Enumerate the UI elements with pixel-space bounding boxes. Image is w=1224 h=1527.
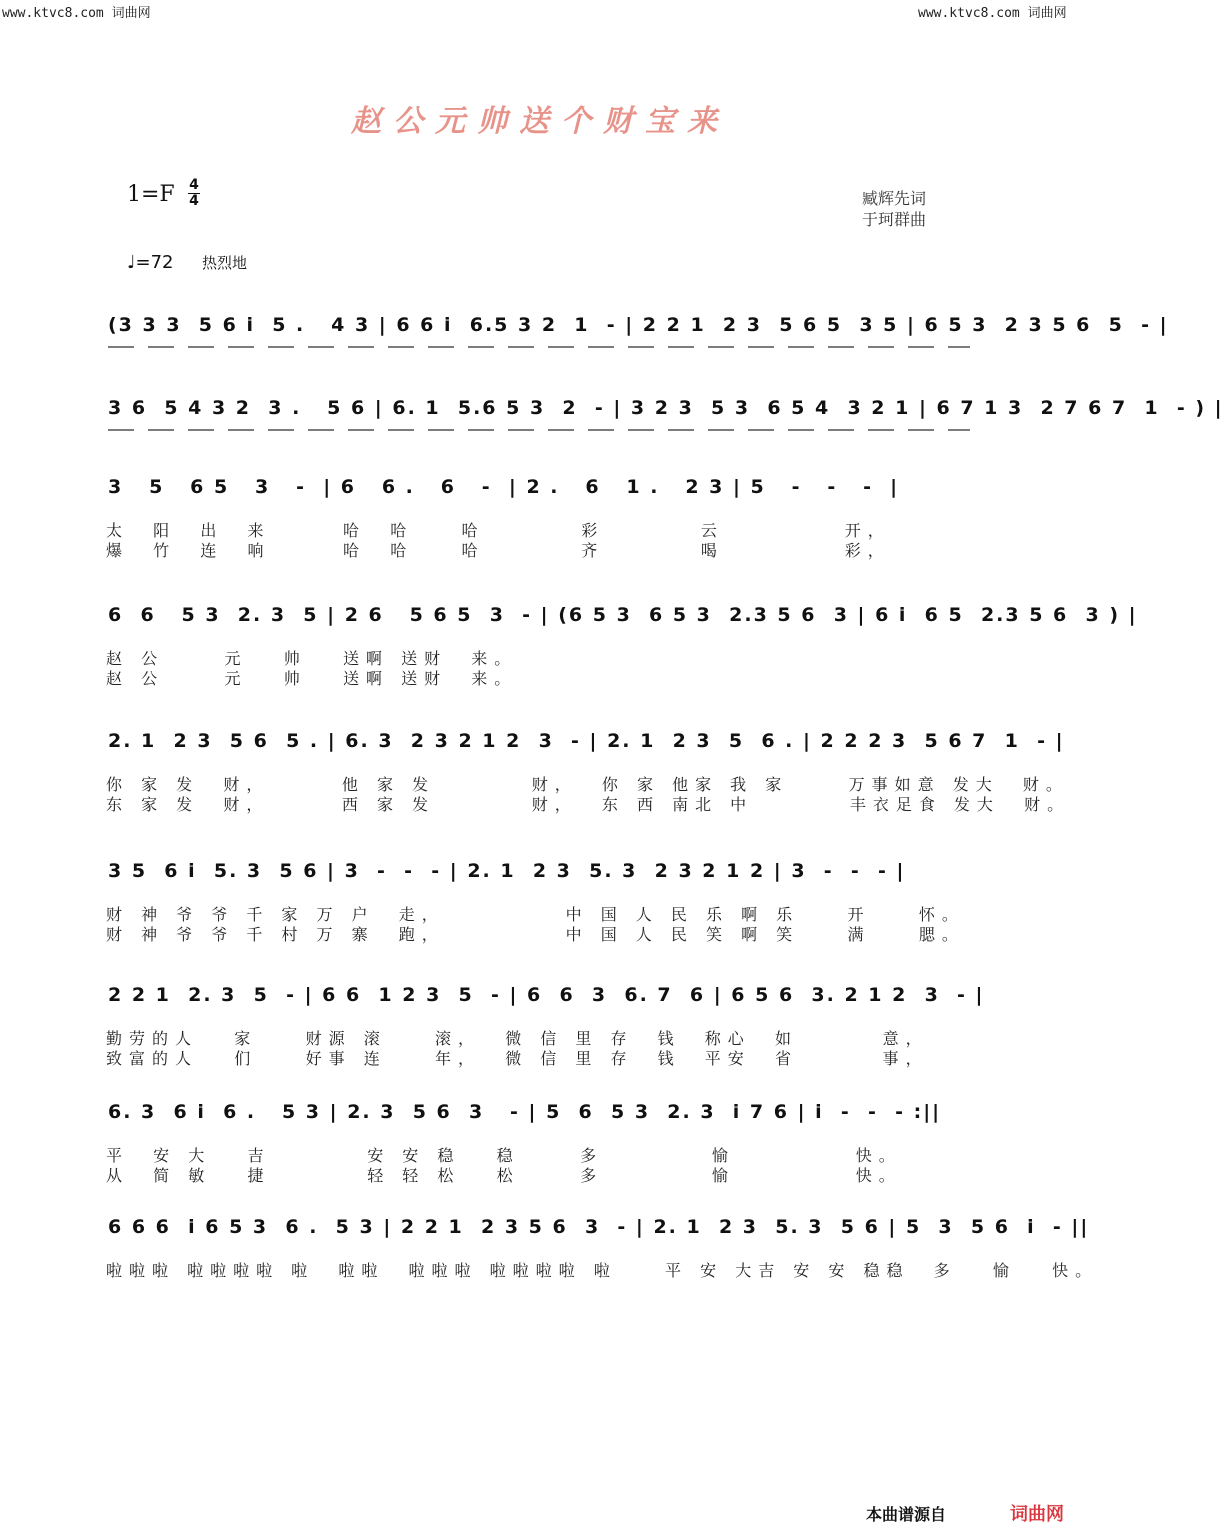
footer-brand-link[interactable]: 词曲网	[1010, 1504, 1064, 1525]
tempo-mood: 热烈地	[201, 254, 247, 272]
watermark-left: www.ktvc8.com 词曲网	[2, 6, 151, 21]
score-system-3	[0, 476, 1080, 576]
footer-source-text: 本曲谱源自	[866, 1505, 947, 1524]
song-title: 赵公元帅送个财宝来	[351, 104, 729, 139]
beam-lines	[108, 346, 970, 348]
lyrics-verse-2: 爆 竹 连 响 哈 哈 哈 齐 喝 彩，	[106, 541, 891, 560]
time-signature-bottom: 4	[189, 193, 199, 209]
lyrics-verse-1: 啦啦啦 啦啦啦啦 啦 啦啦 啦啦啦 啦啦啦啦 啦 平 安 大吉 安 安 稳稳 多 愉 快。	[106, 1261, 1099, 1280]
tempo-value: ♩=72	[127, 252, 174, 273]
lyrics-verse-2: 从 简 敏 捷 轻 轻 松 松 多 愉 快。	[106, 1166, 902, 1185]
lyrics-verse-2: 东 家 发 财， 西 家 发 财， 东 西 南北 中 丰衣足食 发大 财。	[106, 795, 1071, 814]
lyrics-verse-1: 太 阳 出 来 哈 哈 哈 彩 云 开，	[106, 521, 891, 540]
lyrics-verse-1: 你 家 发 财， 他 家 发 财， 你 家 他家 我 家 万事如意 发大 财。	[106, 775, 1069, 794]
notation-line: 3 5 6 5 3 - | 6 6 . 6 - | 2 . 6 1 . 2 3 | 5 - - - |	[108, 476, 900, 498]
key-signature: 1=F	[127, 182, 175, 207]
notation-line: 2. 1 2 3 5 6 5 . | 6. 3 2 3 2 1 2 3 - | 2. 1 2 3 5 6 . | 2 2 2 3 5 6 7 1 - |	[108, 730, 1065, 752]
time-signature-top: 4	[189, 177, 199, 193]
credits	[862, 188, 926, 230]
lyrics-verse-2: 赵 公 元 帅 送啊 送财 来。	[106, 669, 518, 688]
lyrics-verse-1: 勤劳的人 家 财源 滚 滚， 微 信 里 存 钱 称心 如 意，	[106, 1029, 929, 1048]
lyrics-verse-2: 财 神 爷 爷 千 村 万 寨 跑， 中 国 人 民 笑 啊 笑 满 腮。	[106, 925, 965, 944]
lyrics-verse-2: 致富的人 们 好事 连 年， 微 信 里 存 钱 平安 省 事，	[106, 1049, 929, 1068]
score-system-6	[0, 860, 1080, 960]
notation-line: 2 2 1 2. 3 5 - | 6 6 1 2 3 5 - | 6 6 3 6. 7 6 | 6 5 6 3. 2 1 2 3 - |	[108, 984, 985, 1006]
score-system-7	[0, 984, 1080, 1084]
notation-line: (3 3 3 5 6 i 5 . 4 3 | 6 6 i 6.5 3 2 1 - | 2 2 1 2 3 5 6 5 3 5 | 6 5 3 2 3 5 6 5 - |	[108, 314, 1169, 336]
score-system-5	[0, 730, 1080, 830]
notation-line: 6 6 6 i 6 5 3 6 . 5 3 | 2 2 1 2 3 5 6 3 - | 2. 1 2 3 5. 3 5 6 | 5 3 5 6 i - ||	[108, 1216, 1090, 1238]
score-system-4	[0, 604, 1138, 704]
lyrics-verse-1: 财 神 爷 爷 千 家 万 户 走， 中 国 人 民 乐 啊 乐 开 怀。	[106, 905, 965, 924]
beam-lines	[108, 429, 970, 431]
score-system-9	[0, 1216, 1099, 1316]
notation-line: 3 6 5 4 3 2 3 . 5 6 | 6. 1 5.6 5 3 2 - | 3 2 3 5 3 6 5 4 3 2 1 | 6 7 1 3 2 7 6 7 1 - ) |	[108, 397, 1224, 419]
notation-line: 6. 3 6 i 6 . 5 3 | 2. 3 5 6 3 - | 5 6 5 3 2. 3 i 7 6 | i - - - :||	[108, 1101, 942, 1123]
notation-line: 6 6 5 3 2. 3 5 | 2 6 5 6 5 3 - | (6 5 3 6 5 3 2.3 5 6 3 | 6 i 6 5 2.3 5 6 3 ) |	[108, 604, 1138, 626]
score-system-8	[0, 1101, 1080, 1201]
notation-line: 3 5 6 i 5. 3 5 6 | 3 - - - | 2. 1 2 3 5. 3 2 3 2 1 2 | 3 - - - |	[108, 860, 906, 882]
lyrics-verse-2	[106, 1278, 976, 1298]
watermark-right: www.ktvc8.com 词曲网	[918, 6, 1067, 21]
lyricist-credit: 臧辉先词	[862, 189, 927, 208]
tempo-marking	[127, 252, 247, 273]
lyrics-verse-1: 赵 公 元 帅 送啊 送财 来。	[106, 649, 518, 668]
time-signature	[188, 178, 200, 209]
composer-credit: 于珂群曲	[862, 210, 927, 229]
lyrics-verse-1: 平 安 大 吉 安 安 稳 稳 多 愉 快。	[106, 1146, 902, 1165]
